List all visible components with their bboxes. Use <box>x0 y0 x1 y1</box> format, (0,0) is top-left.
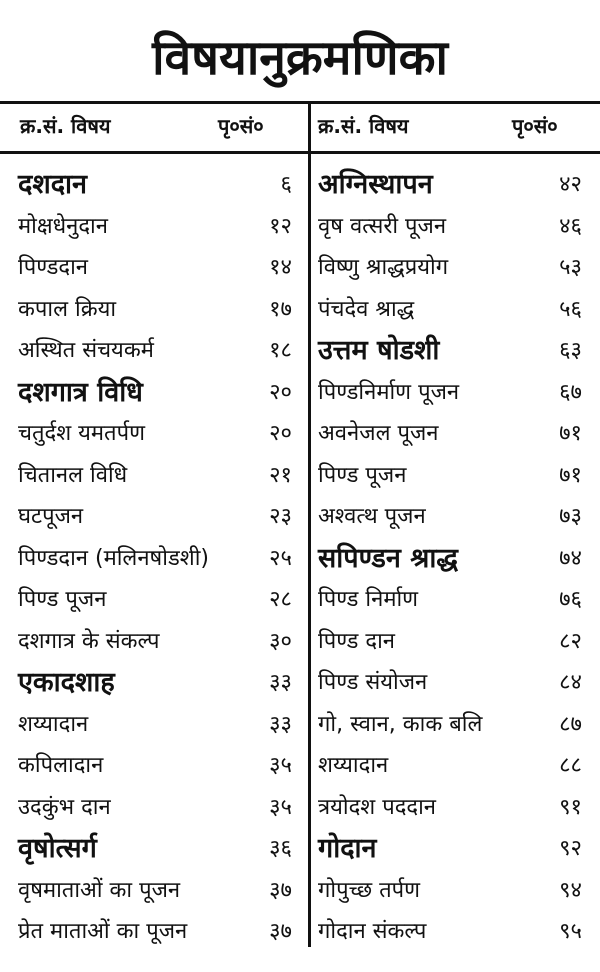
entry-page-number: २१ <box>269 462 292 488</box>
entry-page-number: ९५ <box>559 919 582 944</box>
list-item <box>18 413 298 455</box>
entry-page-number: ९१ <box>559 794 582 820</box>
entry-page-number: ७३ <box>559 504 582 529</box>
entry-page-number: ८४ <box>559 670 582 695</box>
list-item <box>18 828 298 870</box>
entry-subject: चतुर्दश यमतर्पण <box>18 421 146 446</box>
entry-page-number: ९४ <box>559 877 582 903</box>
entry-subject: वृषमाताओं का पूजन <box>18 877 181 903</box>
right-header-page: पृ०सं० <box>512 114 558 138</box>
entry-page-number: ९२ <box>559 836 582 861</box>
entry-page-number: ७४ <box>559 545 582 571</box>
entry-subject: मोक्षधेनुदान <box>18 213 108 239</box>
list-item <box>18 870 298 912</box>
entry-subject: चितानल विधि <box>18 462 128 488</box>
entry-subject: विष्णु श्राद्धप्रयोग <box>318 255 449 280</box>
entry-subject: पिण्ड पूजन <box>18 587 107 612</box>
entry-subject: अवनेजल पूजन <box>318 421 439 446</box>
list-item <box>318 455 588 497</box>
entry-page-number: २८ <box>269 587 292 612</box>
entry-subject: अश्वत्थ पूजन <box>318 504 426 529</box>
list-item <box>318 745 588 787</box>
entry-subject: सपिण्डन श्राद्ध <box>318 542 458 574</box>
list-item <box>318 911 588 953</box>
list-item <box>318 704 588 746</box>
left-header-page: पृ०सं० <box>218 114 264 138</box>
entry-subject: गोपुच्छ तर्पण <box>318 877 421 903</box>
entry-page-number: ६३ <box>559 338 582 363</box>
list-item <box>18 621 298 663</box>
entry-page-number: ७१ <box>559 462 582 488</box>
entry-page-number: ६७ <box>559 379 582 405</box>
list-item <box>18 247 298 289</box>
entry-page-number: २५ <box>269 545 292 571</box>
entry-subject: पिण्डदान <box>18 255 89 280</box>
list-item <box>318 538 588 580</box>
entry-page-number: ८२ <box>559 628 582 654</box>
list-item <box>18 455 298 497</box>
entry-subject: शय्यादान <box>18 711 89 737</box>
list-item <box>18 704 298 746</box>
entry-subject: गोदान <box>318 833 377 864</box>
entry-page-number: ३० <box>269 628 292 654</box>
list-item <box>318 330 588 372</box>
list-item <box>18 662 298 704</box>
list-item <box>18 164 298 206</box>
list-item <box>318 206 588 248</box>
left-header-sno-subject: क्र.सं. विषय <box>20 114 111 138</box>
list-item <box>318 787 588 829</box>
list-item <box>318 289 588 331</box>
entry-page-number: ३७ <box>269 919 292 944</box>
entry-page-number: ५६ <box>559 296 582 322</box>
entry-subject: दशगात्र के संकल्प <box>18 628 160 654</box>
entry-page-number: ६ <box>280 172 292 197</box>
entry-subject: गोदान संकल्प <box>318 919 427 944</box>
entry-subject: पंचदेव श्राद्ध <box>318 296 415 322</box>
entry-subject: दशदान <box>18 169 88 200</box>
entry-subject: पिण्डदान (मलिनषोडशी) <box>18 545 209 571</box>
entry-page-number: ८८ <box>559 753 582 778</box>
list-item <box>18 911 298 953</box>
entry-page-number: ७१ <box>559 421 582 446</box>
entry-subject: पिण्ड निर्माण <box>318 587 419 612</box>
list-item <box>18 787 298 829</box>
entry-page-number: ५३ <box>559 255 582 280</box>
entry-subject: दशगात्र विधि <box>18 376 143 408</box>
entry-page-number: ४२ <box>559 172 582 197</box>
left-entry-list <box>18 164 298 953</box>
entry-subject: कपाल क्रिया <box>18 296 117 322</box>
entry-page-number: ३७ <box>269 877 292 903</box>
entry-subject: प्रेत माताओं का पूजन <box>18 919 188 944</box>
list-item <box>318 579 588 621</box>
entry-subject: पिण्ड पूजन <box>318 462 407 488</box>
entry-subject: पिण्डनिर्माण पूजन <box>318 379 460 405</box>
entry-page-number: ३६ <box>269 836 292 861</box>
entry-page-number: २३ <box>269 504 292 529</box>
list-item <box>18 745 298 787</box>
entry-page-number: १८ <box>269 338 292 363</box>
entry-page-number: १७ <box>269 296 292 322</box>
entry-subject: एकादशाह <box>18 667 115 698</box>
entry-subject: त्रयोदश पददान <box>318 794 437 820</box>
list-item <box>318 247 588 289</box>
entry-page-number: ३५ <box>269 753 292 778</box>
entry-page-number: १२ <box>269 213 292 239</box>
list-item <box>318 621 588 663</box>
entry-subject: उदकुंभ दान <box>18 794 111 820</box>
list-item <box>18 372 298 414</box>
list-item <box>318 828 588 870</box>
entry-page-number: १४ <box>269 255 292 280</box>
right-entry-list <box>318 164 588 953</box>
entry-subject: वृष वत्सरी पूजन <box>318 213 447 239</box>
entry-subject: घटपूजन <box>18 504 84 529</box>
list-item <box>18 330 298 372</box>
entry-page-number: ३५ <box>269 794 292 820</box>
list-item <box>318 870 588 912</box>
entry-subject: उत्तम षोडशी <box>318 335 440 366</box>
entry-subject: कपिलादान <box>18 753 104 778</box>
top-rule <box>0 101 600 104</box>
list-item <box>18 496 298 538</box>
entry-subject: अस्थित संचयकर्म <box>18 338 154 363</box>
list-item <box>318 413 588 455</box>
entry-page-number: ३३ <box>269 670 292 695</box>
list-item <box>18 579 298 621</box>
entry-subject: अग्निस्थापन <box>318 169 433 200</box>
list-item <box>18 206 298 248</box>
list-item <box>318 662 588 704</box>
page-title: विषयानुक्रमणिका <box>152 30 448 86</box>
column-divider <box>308 101 311 947</box>
entry-subject: गो, स्वान, काक बलि <box>318 711 483 737</box>
entry-page-number: ४६ <box>559 213 582 239</box>
entry-subject: पिण्ड दान <box>318 628 395 654</box>
list-item <box>318 372 588 414</box>
entry-page-number: ७६ <box>559 587 582 612</box>
entry-page-number: २० <box>269 379 292 405</box>
header-rule <box>0 151 600 154</box>
entry-subject: शय्यादान <box>318 753 389 778</box>
entry-page-number: ८७ <box>559 711 582 737</box>
entry-subject: पिण्ड संयोजन <box>318 670 428 695</box>
list-item <box>318 164 588 206</box>
list-item <box>18 538 298 580</box>
right-header-sno-subject: क्र.सं. विषय <box>318 114 409 138</box>
entry-page-number: २० <box>269 421 292 446</box>
entry-subject: वृषोत्सर्ग <box>18 833 97 864</box>
list-item <box>18 289 298 331</box>
list-item <box>318 496 588 538</box>
entry-page-number: ३३ <box>269 711 292 737</box>
